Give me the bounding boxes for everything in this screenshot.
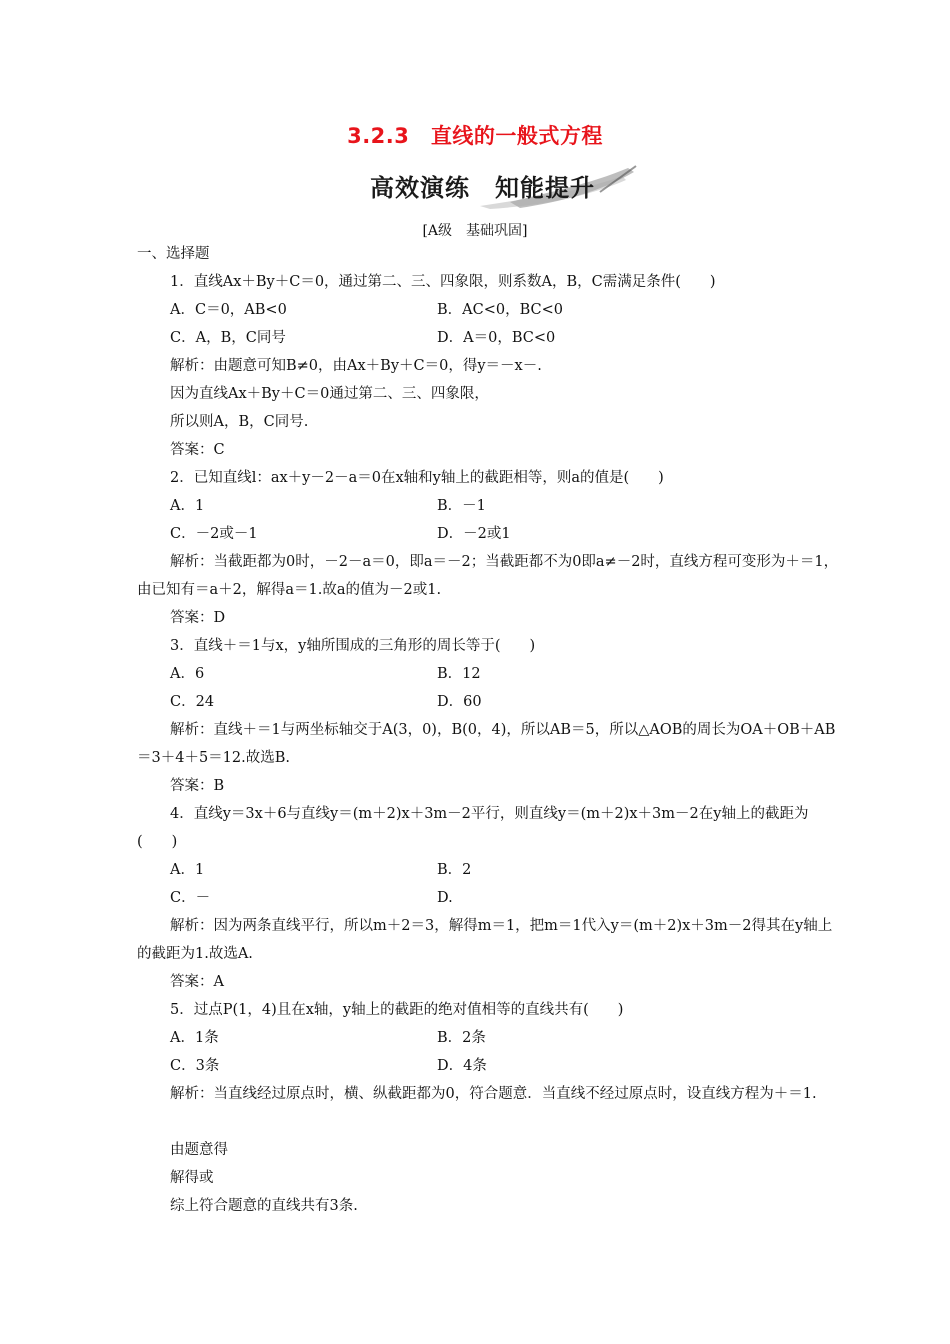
option-c: C．3条 xyxy=(170,1058,220,1074)
question-2-options-row-1 xyxy=(137,492,842,520)
question-2-solution: 解析：当截距都为0时，－2－a＝0，即a＝－2；当截距都不为0即a≠－2时，直线方程可变形为＋＝1，由已知有＝a＋2，解得a＝1.故a的值为－2或1. xyxy=(137,554,839,598)
option-c: C．24 xyxy=(170,694,215,710)
question-4-options-row-2 xyxy=(137,884,842,912)
question-1-stem: 1．直线Ax＋By＋C＝0，通过第二、三、四象限，则系数A，B，C需满足条件( ) xyxy=(170,274,716,290)
section-heading: 一、选择题 xyxy=(137,246,210,262)
option-d: D．4条 xyxy=(437,1058,487,1074)
option-b: B．－1 xyxy=(437,498,486,514)
question-4-stem: 4．直线y＝3x＋6与直线y＝(m＋2)x＋3m－2平行，则直线y＝(m＋2)x＋3m－2在y轴上的截距为( ) xyxy=(137,806,809,850)
question-1-options-row-2 xyxy=(137,324,842,352)
question-2-stem: 2．已知直线l：ax＋y－2－a＝0在x轴和y轴上的截距相等，则a的值是( ) xyxy=(170,470,664,486)
question-3-options-row-1 xyxy=(137,660,842,688)
option-a: A．C＝0，AB<0 xyxy=(170,302,287,318)
page-title: 3.2.3 直线的一般式方程 xyxy=(347,124,603,148)
option-c: C．－ xyxy=(170,890,211,906)
question-4-solution: 解析：因为两条直线平行，所以m＋2＝3，解得m＝1，把m＝1代入y＝(m＋2)x＋3m－2得其在y轴上的截距为1.故选A. xyxy=(137,918,833,962)
question-1-solution: 解析：由题意可知B≠0，由Ax＋By＋C＝0，得y＝－x－. xyxy=(170,358,542,374)
option-d: D．－2或1 xyxy=(437,526,511,542)
option-b: B．2 xyxy=(437,862,472,878)
question-5-solution: 解析：当直线经过原点时，横、纵截距都为0，符合题意．当直线不经过原点时，设直线方程为＋＝1. xyxy=(170,1086,817,1102)
question-5-solution-2: 由题意得 xyxy=(170,1142,228,1158)
option-c: C．A，B，C同号 xyxy=(170,330,286,346)
level-label: [A级 基础巩固] xyxy=(422,223,528,239)
question-5-solution-3: 解得或 xyxy=(170,1170,214,1186)
question-4-options-row-1 xyxy=(137,856,842,884)
option-d: D．60 xyxy=(437,694,482,710)
option-c: C．－2或－1 xyxy=(170,526,258,542)
exercise-content xyxy=(137,240,842,1220)
banner-text: 高效演练 知能提升 xyxy=(370,174,595,202)
option-b: B．AC<0，BC<0 xyxy=(437,302,563,318)
option-b: B．2条 xyxy=(437,1030,486,1046)
question-1-solution-2: 因为直线Ax＋By＋C＝0通过第二、三、四象限， xyxy=(170,386,489,402)
question-3-answer: 答案：B xyxy=(170,778,225,794)
question-4-answer: 答案：A xyxy=(170,974,224,990)
question-5-options-row-2 xyxy=(137,1052,842,1080)
question-5-solution-4: 综上符合题意的直线共有3条. xyxy=(170,1198,358,1214)
question-1-answer: 答案：C xyxy=(170,442,225,458)
option-b: B．12 xyxy=(437,666,481,682)
option-a: A．1 xyxy=(170,862,205,878)
option-a: A．1条 xyxy=(170,1030,219,1046)
section-banner xyxy=(360,162,640,210)
option-d: D. xyxy=(437,890,453,906)
option-a: A．6 xyxy=(170,666,205,682)
question-2-answer: 答案：D xyxy=(170,610,226,626)
question-3-options-row-2 xyxy=(137,688,842,716)
question-1-options-row-1 xyxy=(137,296,842,324)
question-3-stem: 3．直线＋＝1与x，y轴所围成的三角形的周长等于( ) xyxy=(170,638,536,654)
question-2-options-row-2 xyxy=(137,520,842,548)
option-a: A．1 xyxy=(170,498,205,514)
option-d: D．A＝0，BC<0 xyxy=(437,330,556,346)
question-3-solution: 解析：直线＋＝1与两坐标轴交于A(3，0)，B(0，4)，所以AB＝5，所以△AOB的周长为OA＋OB＋AB＝3＋4＋5＝12.故选B. xyxy=(137,722,836,766)
question-5-stem: 5．过点P(1，4)且在x轴，y轴上的截距的绝对值相等的直线共有( ) xyxy=(170,1002,624,1018)
question-1-solution-3: 所以则A，B，C同号. xyxy=(170,414,309,430)
question-5-options-row-1 xyxy=(137,1024,842,1052)
